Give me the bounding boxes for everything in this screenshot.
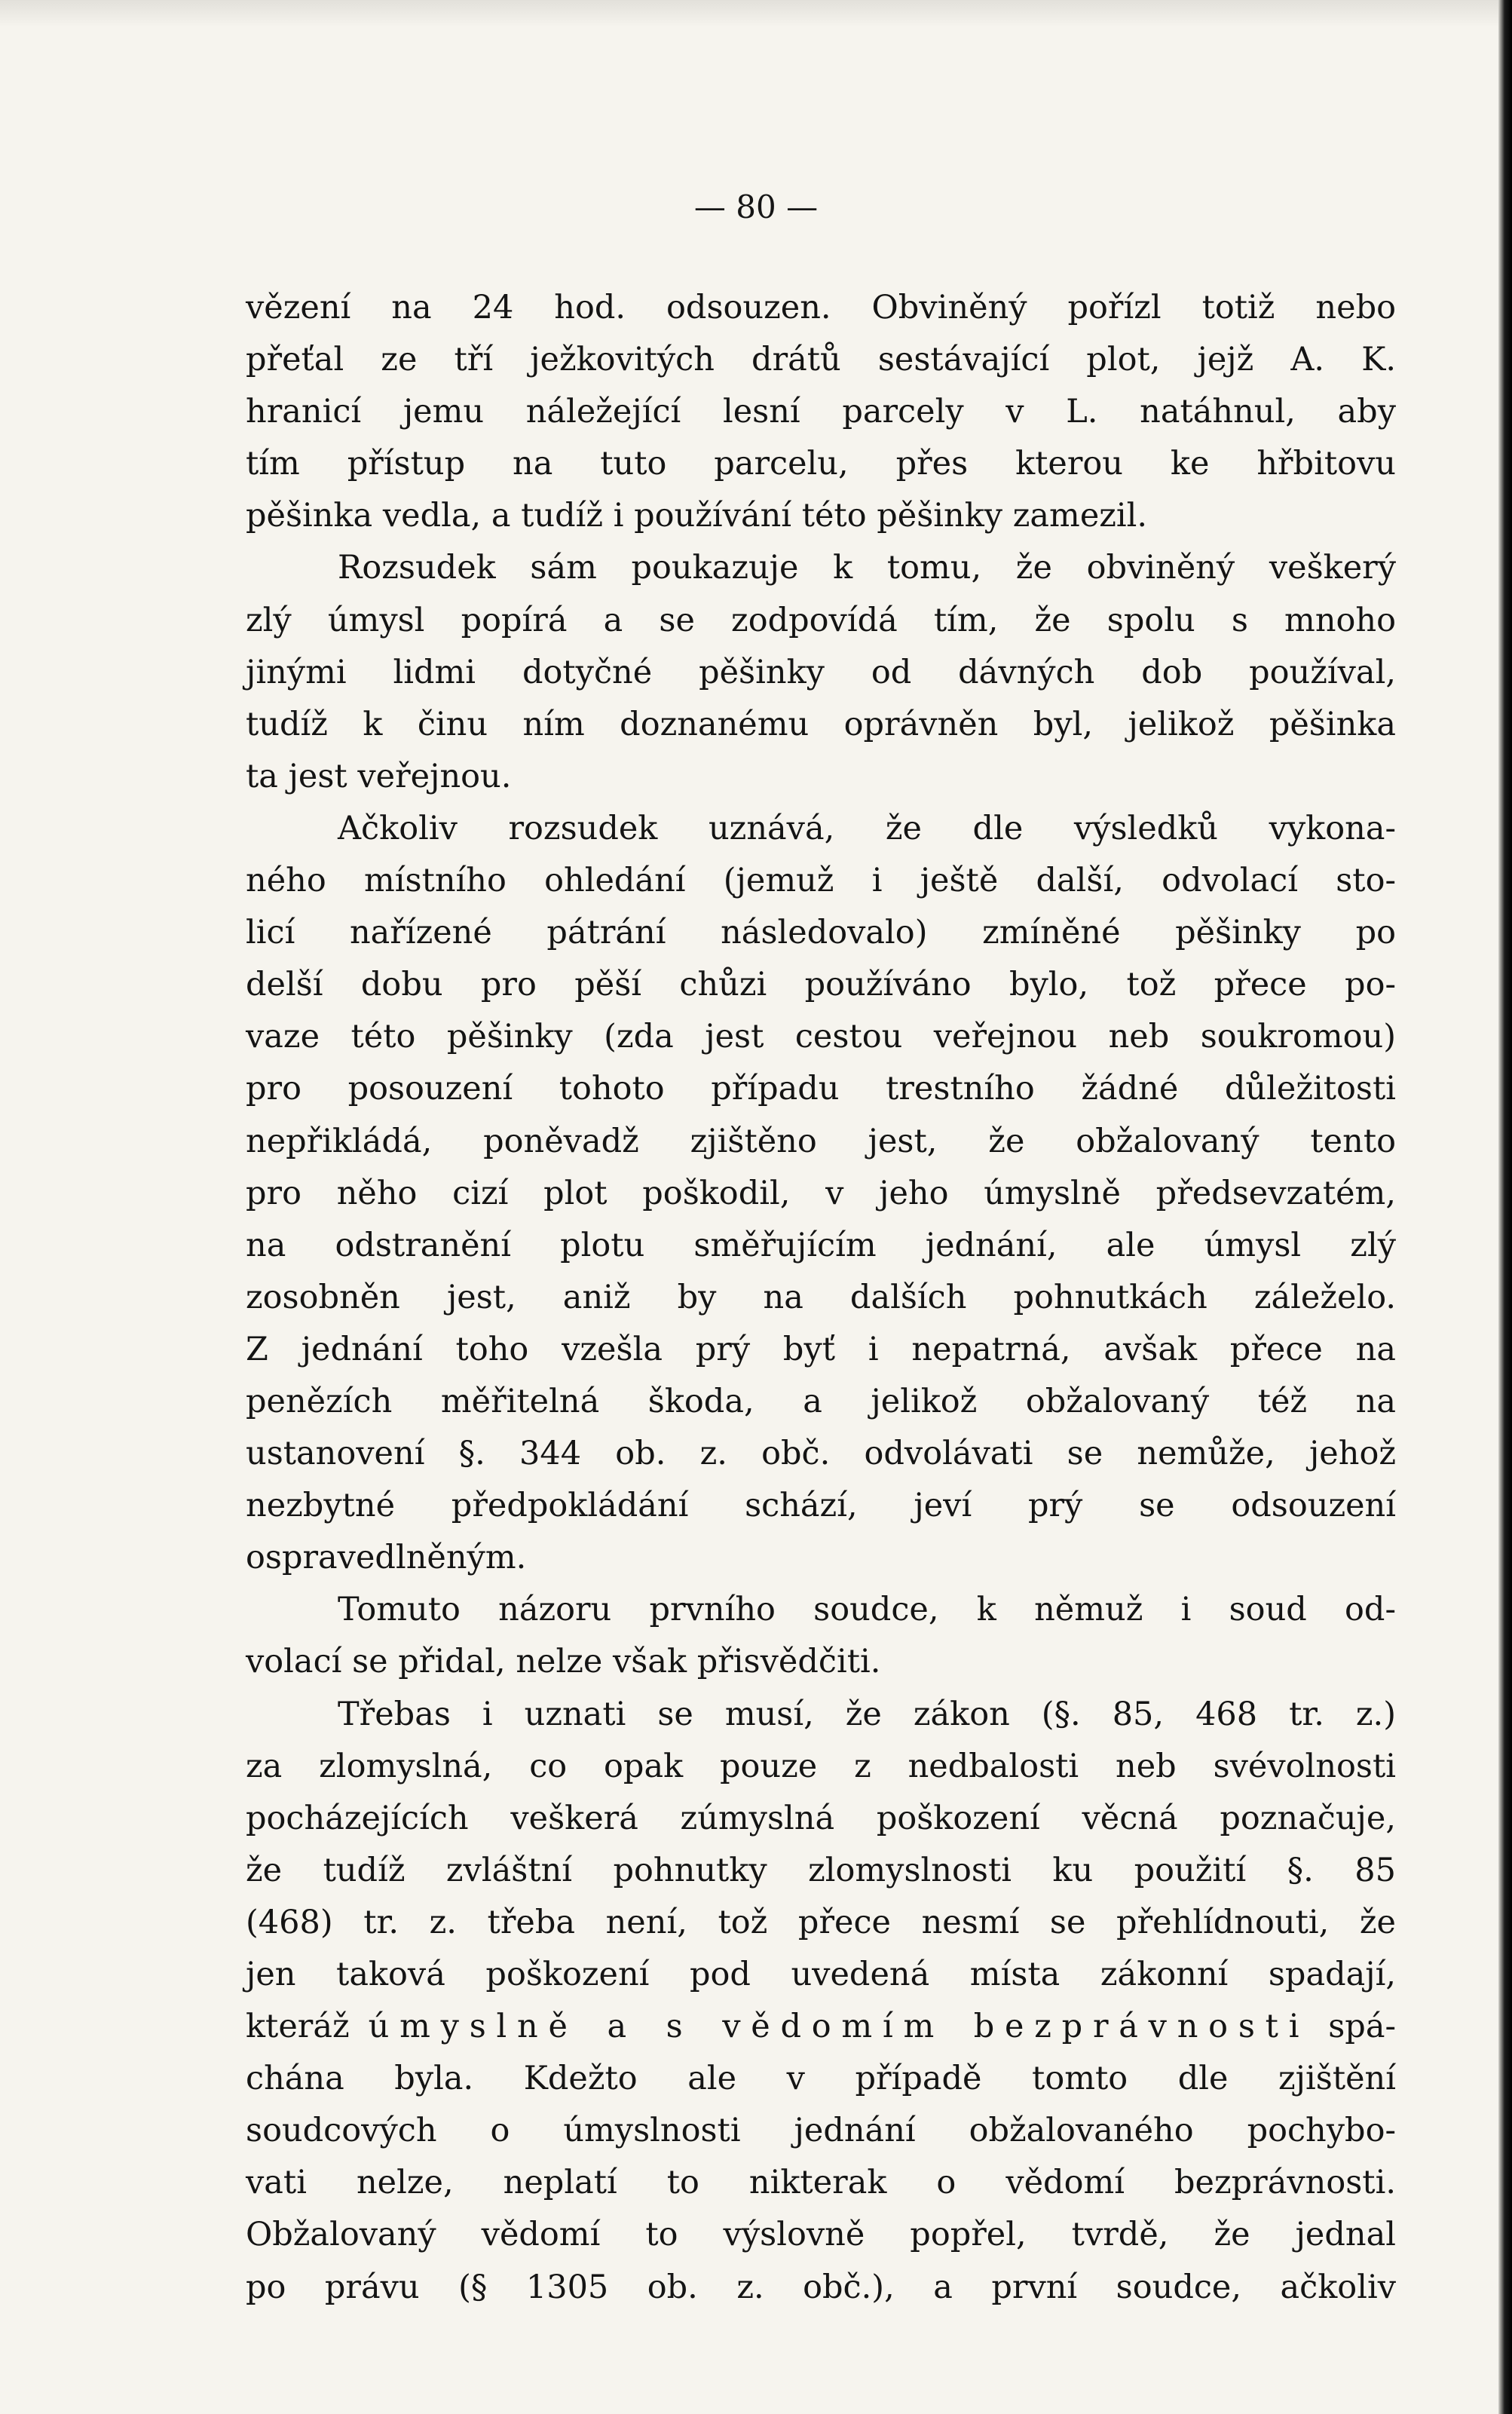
text-line: že tudíž zvláštní pohnutky zlomyslnosti ku použití §. 85 [246, 1851, 1396, 1889]
text-line: Z jednání toho vzešla prý byť i nepatrná, avšak přece na [246, 1330, 1396, 1368]
body-text [246, 282, 1396, 2314]
text-line: pocházejících veškerá zúmyslná poškození věcná poznačuje, [246, 1799, 1396, 1837]
text-line: vaze této pěšinky (zda jest cestou veřejnou neb soukromou) [246, 1018, 1396, 1056]
paragraph-first-line: Ačkoliv rozsudek uznává, že dle výsledků vykona- [338, 809, 1396, 847]
text-line: za zlomyslná, co opak pouze z nedbalosti neb svévolnosti [246, 1747, 1396, 1785]
text-line: na odstranění plotu směřujícím jednání, ale úmysl zlý [246, 1226, 1396, 1264]
text-line: hranicí jemu náležející lesní parcely v L. natáhnul, aby [246, 393, 1396, 431]
text-line: volací se přidal, nelze však přisvědčiti. [246, 1643, 881, 1681]
text-line: licí nařízené pátrání následovalo) zmíněné pěšinky po [246, 914, 1396, 952]
page-number: — 80 — [693, 188, 819, 225]
text-line-emphasis [246, 2001, 1396, 2053]
text-line: tudíž k činu ním doznanému oprávněn byl, jelikož pěšinka [246, 705, 1396, 743]
text-line: přeťal ze tří ježkovitých drátů sestávající plot, jejž A. K. [246, 341, 1396, 379]
text-line: pro posouzení tohoto případu trestního žádné důležitosti [246, 1070, 1396, 1108]
paragraph-first-line: Třebas i uznati se musí, že zákon (§. 85, 468 tr. z.) [338, 1695, 1396, 1733]
text-line: jen taková poškození pod uvedená místa zákonní spadají, [246, 1956, 1396, 1993]
text-line: tím přístup na tuto parcelu, přes kterou ke hřbitovu [246, 445, 1396, 483]
text-line: nezbytné předpokládání schází, jeví prý se odsouzení [246, 1487, 1396, 1525]
line-start-word: kteráž [246, 2008, 350, 2046]
text-line: Obžalovaný vědomí to výslovně popřel, tvrdě, že jednal [246, 2216, 1396, 2254]
text-line: (468) tr. z. třeba není, tož přece nesmí se přehlídnouti, že [246, 1903, 1396, 1941]
text-line: ustanovení §. 344 ob. z. obč. odvolávati se nemůže, jehož [246, 1435, 1396, 1473]
text-line: soudcových o úmyslnosti jednání obžalovaného pochybo- [246, 2112, 1396, 2150]
text-line: jinými lidmi dotyčné pěšinky od dávných dob používal, [246, 653, 1396, 691]
text-line: pro něho cizí plot poškodil, v jeho úmyslně předsevzatém, [246, 1174, 1396, 1212]
spaced-emphasis-text: úmyslně a s vědomím bezprávnosti [368, 2008, 1310, 2046]
book-binding-edge [1498, 0, 1512, 2414]
text-line: penězích měřitelná škoda, a jelikož obžalovaný též na [246, 1382, 1396, 1420]
text-line: nepřikládá, poněvadž zjištěno jest, že obžalovaný tento [246, 1122, 1396, 1160]
text-line: zosobněn jest, aniž by na dalších pohnutkách záleželo. [246, 1278, 1396, 1316]
text-line: zlý úmysl popírá a se zodpovídá tím, že spolu s mnoho [246, 601, 1396, 639]
paragraph-first-line: Tomuto názoru prvního soudce, k němuž i soud od- [338, 1591, 1396, 1629]
text-line: ného místního ohledání (jemuž i ještě další, odvolací sto- [246, 862, 1396, 900]
text-line: delší dobu pro pěší chůzi používáno bylo, tož přece po- [246, 966, 1396, 1004]
paragraph-first-line: Rozsudek sám poukazuje k tomu, že obviněný veškerý [338, 549, 1396, 587]
line-end-word: spá- [1328, 2008, 1396, 2046]
text-line: vězení na 24 hod. odsouzen. Obviněný pořízl totiž nebo [246, 289, 1396, 326]
text-line: vati nelze, neplatí to nikterak o vědomí bezprávnosti. [246, 2164, 1396, 2202]
text-line: pěšinka vedla, a tudíž i používání této pěšinky zamezil. [246, 497, 1148, 535]
page-top-shadow [0, 0, 1512, 27]
text-line: chána byla. Kdežto ale v případě tomto dle zjištění [246, 2060, 1396, 2098]
text-line: ospravedlněným. [246, 1539, 527, 1577]
text-line: po právu (§ 1305 ob. z. obč.), a první soudce, ačkoliv [246, 2268, 1396, 2306]
text-line: ta jest veřejnou. [246, 757, 512, 795]
